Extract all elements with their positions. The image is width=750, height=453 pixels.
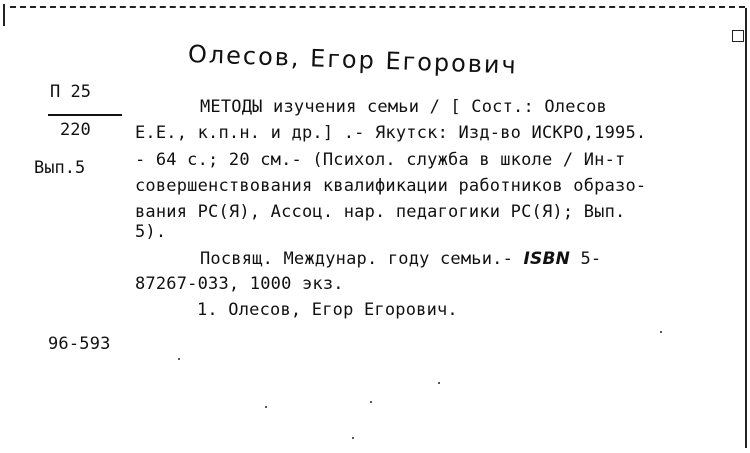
- note-line-2: 87267-033, 1000 экз.: [135, 274, 344, 294]
- classification-issue: Вып.5: [34, 158, 86, 178]
- corner-mark: [732, 30, 744, 42]
- body-line-1: МЕТОДЫ изучения семьи / [ Сост.: Олесов: [200, 97, 607, 117]
- body-line-3: - 64 с.; 20 см.- (Психол. служба в школе / Ин-т: [135, 150, 626, 170]
- classification-index: П 25: [50, 82, 91, 102]
- record-number: 96-593: [48, 334, 111, 354]
- body-line-6: 5).: [135, 222, 167, 242]
- note-prefix: Посвящ. Междунар. году семьи.-: [200, 249, 524, 269]
- handwritten-author: Олесов, Егор Егорович: [187, 40, 519, 80]
- speck: [265, 406, 267, 408]
- card-right-border: [745, 8, 747, 448]
- classification-divider: [48, 114, 122, 116]
- speck: [178, 358, 180, 360]
- body-line-2: Е.Е., к.п.н. и др.] .- Якутск: Изд-во ИСКРО,1995.: [135, 123, 647, 143]
- speck: [438, 382, 440, 384]
- body-line-4: совершенствования квалификации работников образо-: [135, 176, 647, 196]
- body-line-5: вания РС(Я), Ассоц. нар. педагогики РС(Я); Вып.: [135, 202, 626, 222]
- classification-number: 220: [60, 120, 91, 140]
- speck: [352, 437, 354, 439]
- isbn-label: ISBN: [523, 249, 571, 269]
- note-line-1: [200, 249, 601, 269]
- note-suffix: 5-: [570, 249, 602, 269]
- card-left-border: [3, 4, 5, 26]
- card-top-border: [10, 6, 745, 8]
- subject-entry: 1. Олесов, Егор Егорович.: [197, 300, 458, 320]
- speck: [370, 401, 372, 403]
- speck: [660, 331, 662, 333]
